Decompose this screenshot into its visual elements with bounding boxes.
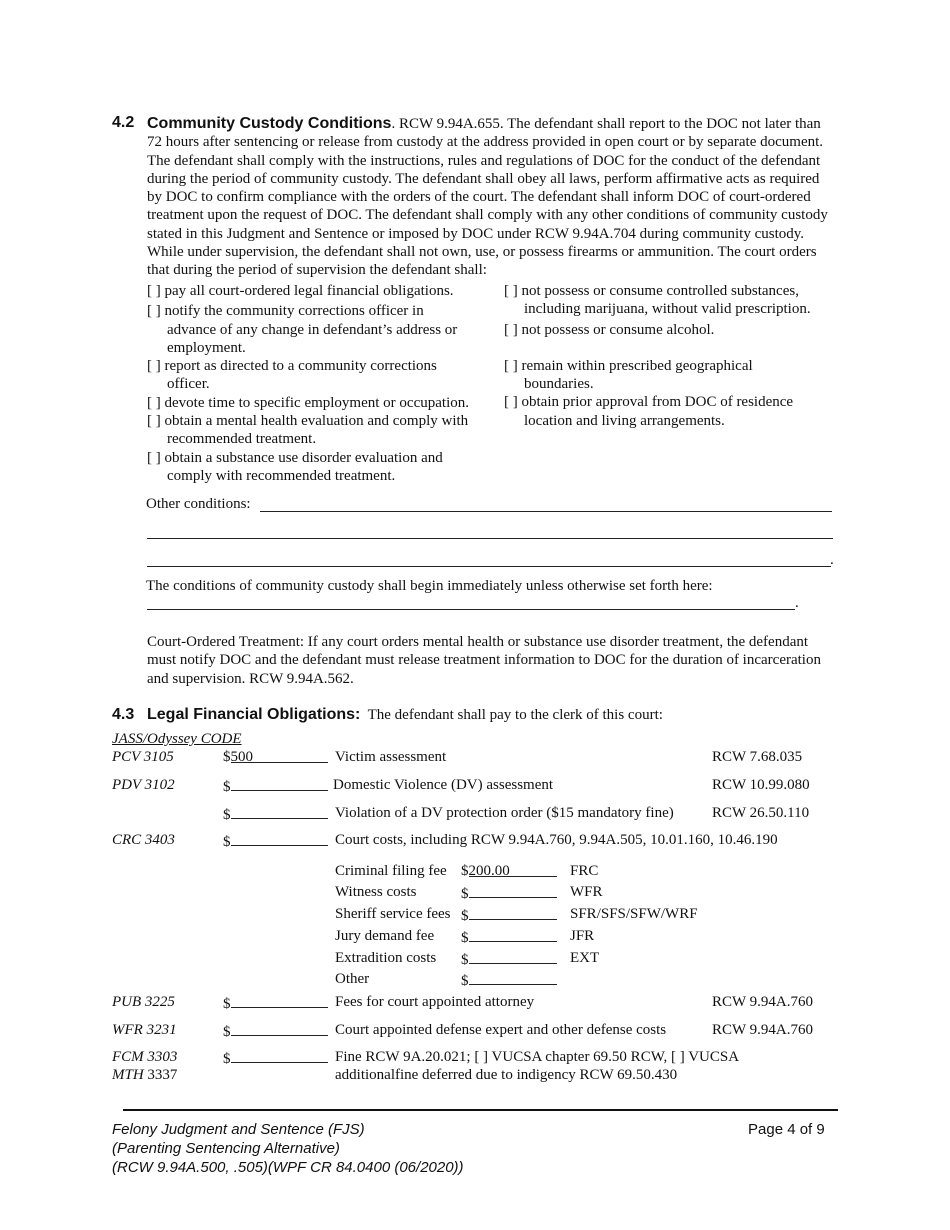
condition-text-continued: officer.: [167, 376, 210, 393]
condition-text: [ ] obtain a mental health evaluation and comply with: [147, 413, 469, 430]
lfo-amount[interactable]: $: [223, 776, 328, 796]
right-conditions-list: [504, 282, 834, 430]
section-title: Community Custody Conditions: [147, 115, 392, 132]
page-number: Page 4 of 9: [748, 1121, 825, 1138]
section-intro: The defendant shall pay to the clerk of this court:: [367, 707, 663, 723]
section-4-2-body: [147, 115, 837, 280]
condition-text: [ ] obtain a substance use disorder evaluation and: [147, 449, 443, 466]
condition-text: [ ] devote time to specific employment or occupation.: [147, 394, 469, 411]
lfo-rcw: RCW 9.94A.760: [712, 1022, 813, 1038]
section-4-3-heading: [147, 706, 663, 724]
lfo-amount[interactable]: $: [223, 1021, 328, 1041]
period-mark: .: [795, 595, 799, 611]
section-number: 4.2: [112, 114, 135, 131]
lfo-rcw: RCW 7.68.035: [712, 749, 803, 765]
condition-item[interactable]: [504, 357, 834, 394]
cost-label: Criminal filing fee: [335, 863, 447, 879]
other-conditions-line-3[interactable]: [147, 566, 831, 567]
lfo-description: Fees for court appointed attorney: [335, 994, 535, 1010]
custody-begin-text: The conditions of community custody shall begin immediately unless otherwise set forth here:: [146, 578, 713, 594]
lfo-code: CRC 3403: [112, 832, 175, 848]
lfo-amount[interactable]: $: [223, 804, 328, 824]
condition-text-continued: advance of any change in defendant’s address or: [167, 321, 458, 338]
cost-label: Extradition costs: [335, 950, 437, 966]
condition-text-continued: location and living arrangements.: [524, 412, 725, 429]
condition-text: [ ] obtain prior approval from DOC of residence: [504, 394, 794, 411]
condition-text: [ ] not possess or consume controlled substances,: [504, 283, 799, 299]
cost-amount[interactable]: $: [461, 905, 557, 925]
lfo-amount[interactable]: $500: [223, 748, 328, 766]
footer-form-title: Felony Judgment and Sentence (FJS) (Parenting Sentencing Alternative) (RCW 9.94A.500, .505)(WPF CR 84.0400 (06/2020)): [112, 1121, 464, 1176]
condition-item[interactable]: [504, 282, 834, 319]
cost-amount[interactable]: $: [461, 949, 557, 969]
cost-code: FRC: [570, 863, 599, 879]
cost-label: Jury demand fee: [335, 928, 435, 944]
other-conditions-label: Other conditions:: [146, 496, 251, 512]
condition-text-continued: recommended treatment.: [167, 431, 317, 448]
section-title: Legal Financial Obligations:: [147, 706, 361, 723]
condition-text-continued: including marijuana, without valid prescription.: [524, 301, 811, 318]
condition-item[interactable]: [504, 393, 834, 430]
lfo-code: PUB 3225: [112, 994, 175, 1010]
condition-text: [ ] not possess or consume alcohol.: [504, 321, 715, 338]
lfo-description: Victim assessment: [335, 749, 447, 765]
cost-amount[interactable]: $: [461, 970, 557, 990]
lfo-code: WFR 3231: [112, 1022, 177, 1038]
cost-label: Witness costs: [335, 884, 417, 900]
condition-text: [ ] report as directed to a community corrections: [147, 358, 437, 375]
other-conditions-line-2[interactable]: [147, 538, 833, 539]
condition-item[interactable]: [504, 321, 834, 339]
section-number: 4.3: [112, 706, 135, 723]
cost-amount[interactable]: $200.00: [461, 862, 557, 880]
condition-item[interactable]: [147, 449, 497, 486]
code-header: JASS/Odyssey CODE: [112, 731, 242, 747]
custody-begin-field[interactable]: [147, 609, 795, 610]
other-conditions-field[interactable]: [260, 511, 832, 512]
cost-label: Other: [335, 971, 370, 987]
lfo-code: PCV 3105: [112, 749, 174, 765]
period-mark: .: [830, 552, 834, 568]
lfo-description: Court appointed defense expert and other defense costs: [335, 1022, 667, 1038]
lfo-description: Court costs, including RCW 9.94A.760, 9.94A.505, 10.01.160, 10.46.190: [335, 832, 778, 848]
section-body-text: . RCW 9.94A.655. The defendant shall report to the DOC not later than 72 hours after sentencing or release from custody at the address provided in open court or by separate document. The defendant shall comply with the instructions, rules and regulations of DOC for the conduct of the defendant during the period of community custody. The defendant shall obey all laws, perform affirmative acts as required by DOC to confirm compliance with the orders of the court. The defendant shall inform DOC of court-ordered treatment upon the request of DOC. The defendant shall comply with any other conditions of community custody stated in this Judgment and Sentence or imposed by DOC under RCW 9.94A.704 during community custody. While under supervision, the defendant shall not own, use, or possess firearms or ammunition. The court orders that during the period of supervision the defendant shall:: [147, 116, 828, 279]
lfo-amount[interactable]: $: [223, 993, 328, 1013]
fine-code: FCM 3303: [112, 1049, 178, 1065]
lfo-code: PDV 3102: [112, 777, 175, 793]
cost-code: EXT: [570, 950, 600, 966]
condition-item[interactable]: [147, 357, 497, 394]
cost-label: Sheriff service fees: [335, 906, 451, 922]
lfo-rcw: RCW 9.94A.760: [712, 994, 813, 1010]
condition-text: [ ] pay all court-ordered legal financial obligations.: [147, 283, 454, 299]
left-conditions-list: [147, 282, 497, 485]
condition-item[interactable]: [147, 412, 497, 449]
condition-text-continued: employment.: [167, 339, 246, 356]
court-ordered-treatment: Court-Ordered Treatment: If any court orders mental health or substance use disorder treatment, the defendant must notify DOC and the defendant must release treatment information to DOC for the duration of incarceration and supervision. RCW 9.94A.562.: [147, 634, 821, 687]
condition-item[interactable]: [147, 394, 497, 412]
condition-text-continued: comply with recommended treatment.: [167, 467, 396, 484]
mth-code: MTH 3337: [112, 1067, 178, 1083]
lfo-description: Violation of a DV protection order ($15 mandatory fine): [335, 805, 674, 821]
condition-text-continued: boundaries.: [524, 376, 594, 393]
cost-amount[interactable]: $: [461, 883, 557, 903]
cost-amount[interactable]: $: [461, 927, 557, 947]
fine-description: Fine RCW 9A.20.021; [ ] VUCSA chapter 69.50 RCW, [ ] VUCSA additionalfine deferred due to indigency RCW 69.50.430: [335, 1049, 740, 1083]
condition-item[interactable]: [147, 282, 497, 300]
cost-code: WFR: [570, 884, 603, 900]
condition-text: [ ] remain within prescribed geographical: [504, 357, 753, 374]
condition-text: [ ] notify the community corrections officer in: [147, 303, 424, 320]
lfo-rcw: RCW 10.99.080: [712, 777, 810, 793]
cost-code: SFR/SFS/SFW/WRF: [570, 906, 698, 922]
footer-divider: [123, 1109, 838, 1111]
lfo-description: Domestic Violence (DV) assessment: [333, 777, 554, 793]
fine-amount[interactable]: $: [223, 1048, 328, 1068]
lfo-rcw: RCW 26.50.110: [712, 805, 810, 821]
condition-item[interactable]: [147, 302, 497, 357]
cost-code: JFR: [570, 928, 595, 944]
lfo-amount[interactable]: $: [223, 831, 328, 851]
